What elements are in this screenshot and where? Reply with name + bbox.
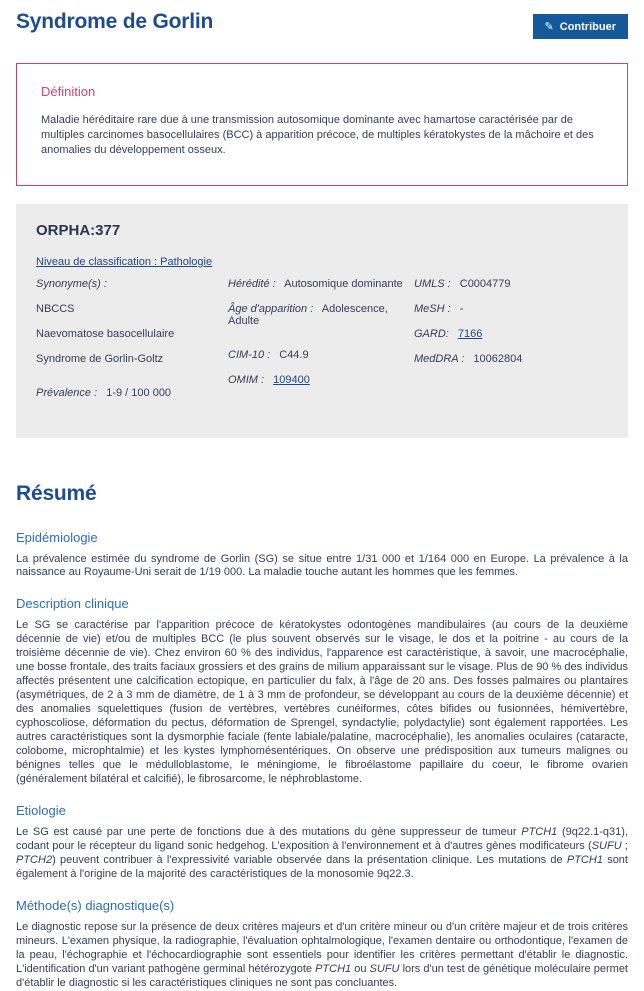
section-diagnostic-methods bbox=[16, 898, 628, 991]
meddra-label: MedDRA : bbox=[414, 352, 465, 365]
definition-heading: Définition bbox=[41, 84, 96, 99]
page-title: Syndrome de Gorlin bbox=[16, 10, 214, 33]
umls-row bbox=[414, 278, 608, 290]
synonym-item: Naevomatose basocellulaire bbox=[36, 327, 175, 340]
meddra-value: 10062804 bbox=[473, 352, 523, 365]
orpha-column-synonyms bbox=[36, 278, 228, 412]
etiology-heading: Etiologie bbox=[16, 803, 66, 819]
icd10-row bbox=[228, 349, 414, 361]
prevalence-value: 1-9 / 100 000 bbox=[106, 386, 172, 399]
heredity-row bbox=[228, 278, 414, 290]
prevalence-label: Prévalence : bbox=[36, 386, 98, 399]
resume-heading: Résumé bbox=[16, 481, 97, 505]
diagnostic-methods-heading: Méthode(s) diagnostique(s) bbox=[16, 897, 175, 913]
page-header bbox=[16, 10, 628, 39]
pencil-icon: ✎ bbox=[544, 21, 554, 33]
gard-label: GARD: bbox=[414, 327, 449, 340]
icd10-value: C44.9 bbox=[279, 348, 309, 361]
section-clinical-description bbox=[16, 596, 628, 787]
mesh-value: - bbox=[459, 302, 464, 315]
umls-label: UMLS : bbox=[414, 277, 451, 290]
classification-level-link[interactable]: Niveau de classification : Pathologie bbox=[36, 255, 213, 268]
definition-box bbox=[16, 63, 628, 186]
omim-link[interactable]: 109400 bbox=[273, 373, 310, 386]
synonyms-label: Synonyme(s) : bbox=[36, 277, 107, 290]
synonym-item: NBCCS bbox=[36, 302, 75, 315]
contribute-button-label: Contribuer bbox=[559, 20, 616, 33]
omim-label: OMIM : bbox=[228, 373, 265, 386]
orpha-info-box bbox=[16, 204, 628, 438]
heredity-value: Autosomique dominante bbox=[284, 277, 403, 290]
section-etiology bbox=[16, 803, 628, 882]
orpha-columns bbox=[36, 278, 608, 412]
definition-text: Maladie héréditaire rare due à une transmission autosomique dominante avec hamartose caractérisée par de multiples carcinomes basocellulaires (BCC) à apparition précoce, de multiples kératokystes de la mâchoire et des anomalies du développement osseux. bbox=[41, 114, 594, 157]
section-epidemiology bbox=[16, 530, 628, 581]
heredity-label: Hérédité : bbox=[228, 277, 276, 290]
age-of-onset-row bbox=[228, 303, 414, 327]
clinical-description-heading: Description clinique bbox=[16, 596, 129, 612]
omim-row bbox=[228, 374, 414, 386]
prevalence-row bbox=[36, 387, 228, 399]
epidemiology-text: La prévalence estimée du syndrome de Gorlin (SG) se situe entre 1/31 000 et 1/164 000 en Europe. La prévalence à la naissance au Royaume-Uni serait de 1/19 000. La maladie touche autant les hommes que les femmes. bbox=[16, 552, 628, 579]
orpha-code: ORPHA:377 bbox=[36, 221, 121, 239]
gard-link[interactable]: 7166 bbox=[457, 327, 483, 340]
orpha-column-genetics bbox=[228, 278, 414, 412]
contribute-button[interactable] bbox=[533, 14, 628, 39]
age-of-onset-value: Adolescence, Adulte bbox=[228, 302, 388, 327]
mesh-label: MeSH : bbox=[414, 302, 451, 315]
etiology-text: Le SG est causé par une perte de fonctions due à des mutations du gène suppresseur de tumeur PTCH1 (9q22.1-q31), codant pour le récepteur du ligand sonic hedgehog. L'exposition à l'environnement et à d'autres gènes modificateurs (SUFU ; PTCH2) peuvent contribuer à l'expressivité variable observée dans la présentation clinique. Les mutations de PTCH1 sont également à l'origine de la majorité des caractéristiques de la monosomie 9q22.3. bbox=[16, 826, 628, 880]
age-of-onset-label: Âge d'apparition : bbox=[228, 302, 314, 315]
epidemiology-heading: Epidémiologie bbox=[16, 529, 98, 545]
meddra-row bbox=[414, 353, 608, 365]
gard-row bbox=[414, 328, 608, 340]
icd10-label: CIM-10 : bbox=[228, 348, 271, 361]
diagnostic-methods-text: Le diagnostic repose sur la présence de deux critères majeurs et d'un critère mineur ou d'un critère majeur et de trois critères mineurs. L'examen physique, la radiographie, l'évaluation ophtalmologique, l'examen dentaire ou orthodontique, l'examen de la peau, l'échographie et l'échocardiographie sont essentiels pour identifier les critères permettant d'établir le diagnostic. L'identification d'un variant pathogène germinal hétérozygote PTCH1 ou SUFU lors d'un test de génétique moléculaire permet d'établir le diagnostic si les caractéristiques cliniques ne sont pas concluantes. bbox=[16, 920, 628, 989]
mesh-row bbox=[414, 303, 608, 315]
synonym-item: Syndrome de Gorlin-Goltz bbox=[36, 352, 164, 365]
synonyms-label-row bbox=[36, 278, 228, 290]
umls-value: C0004779 bbox=[459, 277, 511, 290]
orpha-column-identifiers bbox=[414, 278, 608, 412]
clinical-description-text: Le SG se caractérise par l'apparition précoce de kératokystes odontogènes mandibulaires (au cours de la deuxième décennie de vie) et/ou de multiples BCC (le plus souvent observés sur le visage, le dos et la poitrine - au cours de la troisième décennie de vie). Chez environ 60 % des individus, l'apparence est caractéristique, à savoir, une macrocéphalie, une bosse frontale, des traits faciaux grossiers et des grains de milium apparaissant sur le visage. Plus de 90 % des individus affectés présentent une calcification ectopique, en particulier du falx, à l'âge de 20 ans. Des fosses palmaires ou plantaires (asymétriques, de 2 à 3 mm de diamètre, de 1 à 3 mm de profondeur, se développant au cours de la deuxième décennie) et des anomalies squelettiques (fusion de vertèbres, vertèbres cunéiformes, côtes bifides ou fusionnées, hémivertèbre, cyphoscoliose, déformation du pectus, déformation de Sprengel, syndactylie, polydactylie) sont également rapportées. Les autres caractéristiques sont la dysmorphie faciale (fente labiale/palatine, macrocéphalie), les anomalies oculaires (cataracte, colobome, microphtalmie) et les kystes lymphomésentériques. On observe une prédisposition aux tumeurs malignes ou bénignes telles que le médulloblastome, le méningiome, le fibroélastome papillaire du coeur, le fibrome ovarien (généralement bilatéral et calcifié), le fibrosarcome, le néphroblastome. bbox=[16, 619, 628, 786]
